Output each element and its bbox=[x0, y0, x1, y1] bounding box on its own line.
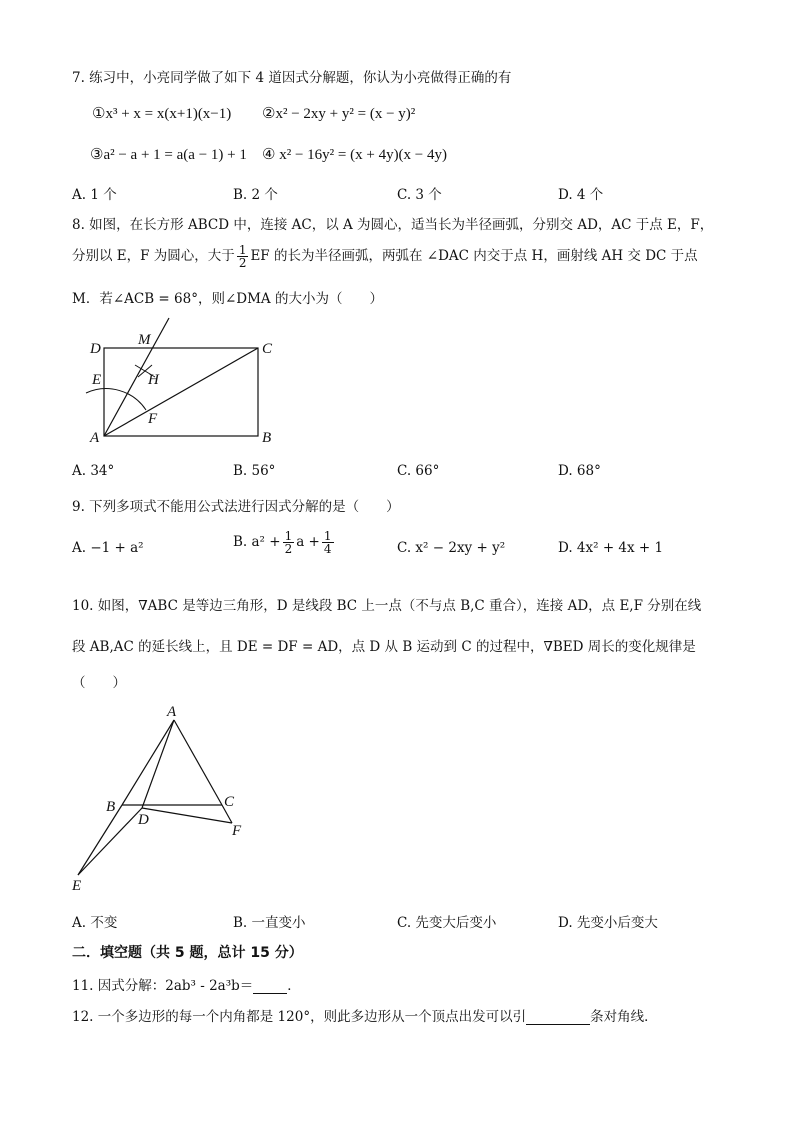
q12-answer-blank[interactable] bbox=[526, 1010, 590, 1025]
label-h: H bbox=[148, 372, 159, 388]
q9-choice-b-mid: a + bbox=[296, 534, 320, 550]
q10-line-2: 段 AB,AC 的延长线上，且 DE = DF = AD，点 D 从 B 运动到 C 的过程中，∇BED 周长的变化规律是 bbox=[72, 639, 696, 655]
q9-choice-c: C. x² − 2xy + y² bbox=[397, 540, 506, 556]
q10-choice-d: D. 先变小后变大 bbox=[558, 915, 658, 931]
label-b: B bbox=[262, 430, 272, 446]
q10-choice-a: A. 不变 bbox=[72, 915, 118, 931]
extension-be bbox=[78, 805, 122, 875]
label-a: A bbox=[90, 430, 100, 446]
q9-choice-d: D. 4x² + 4x + 1 bbox=[558, 540, 664, 556]
label-e: E bbox=[92, 372, 102, 388]
q12-end: 条对角线． bbox=[590, 1009, 658, 1025]
q11-answer-blank[interactable] bbox=[253, 979, 287, 994]
segment-de bbox=[78, 808, 142, 875]
q7-item-1: ①x³ + x = x(x+1)(x−1) bbox=[92, 106, 232, 122]
q8-choice-b: B. 56° bbox=[233, 463, 276, 479]
q7-item-2: ②x² − 2xy + y² = (x − y)² bbox=[262, 106, 416, 122]
q9-fraction-quarter bbox=[322, 530, 334, 555]
label-b: B bbox=[106, 799, 116, 815]
q8-line-1: 8. 如图，在长方形 ABCD 中，连接 AC，以 A 为圆心，适当长为半径画弧，分别交 AD，AC 于点 E，F， bbox=[72, 217, 714, 233]
q7-choice-b: B. 2 个 bbox=[233, 187, 278, 203]
q9-fraction-quarter-den: 4 bbox=[323, 542, 332, 556]
q9-fraction-half-num: 1 bbox=[284, 529, 293, 543]
segment-df bbox=[142, 808, 232, 823]
q10-choice-b: B. 一直变小 bbox=[233, 915, 306, 931]
q8-fraction bbox=[237, 244, 249, 269]
label-m: M bbox=[138, 332, 151, 348]
q8-choice-d: D. 68° bbox=[558, 463, 601, 479]
q8-line-2-pre: 分别以 E，F 为圆心，大于 bbox=[72, 248, 235, 264]
q8-rectangle-figure bbox=[80, 313, 290, 453]
label-c: C bbox=[262, 341, 273, 357]
diagonal-ac bbox=[104, 348, 258, 436]
q7-item-4: ④ x² − 16y² = (x + 4y)(x − 4y) bbox=[262, 147, 448, 163]
q10-line-3: （ ） bbox=[72, 675, 126, 691]
q9-choice-b bbox=[233, 530, 336, 555]
side-ac bbox=[174, 720, 222, 805]
q9-stem: 9. 下列多项式不能用公式法进行因式分解的是（ ） bbox=[72, 499, 400, 515]
label-d: D bbox=[138, 812, 149, 828]
label-d: D bbox=[90, 341, 101, 357]
q10-choice-c: C. 先变大后变小 bbox=[397, 915, 497, 931]
q10-line-1: 10. 如图，∇ABC 是等边三角形，D 是线段 BC 上一点（不与点 B,C 重合），连接 AD，点 E,F 分别在线 bbox=[72, 598, 702, 614]
q11 bbox=[72, 974, 301, 994]
q12 bbox=[72, 1005, 658, 1025]
ray-ah bbox=[104, 318, 169, 436]
label-f: F bbox=[148, 411, 158, 427]
q9-fraction-quarter-num: 1 bbox=[323, 529, 332, 543]
q8-fraction-num: 1 bbox=[238, 243, 247, 257]
q12-text: 12. 一个多边形的每一个内角都是 120°，则此多边形从一个顶点出发可以引 bbox=[72, 1009, 527, 1025]
label-c: C bbox=[224, 794, 235, 810]
q7-choice-a: A. 1 个 bbox=[72, 187, 117, 203]
label-f: F bbox=[232, 823, 242, 839]
q8-fraction-den: 2 bbox=[238, 256, 247, 270]
arc-ef bbox=[86, 389, 146, 410]
q8-line-3: M．若∠ACB = 68°，则∠DMA 的大小为（ ） bbox=[72, 291, 383, 307]
q9-fraction-half bbox=[283, 530, 295, 555]
q8-choice-c: C. 66° bbox=[397, 463, 440, 479]
q7-choice-c: C. 3 个 bbox=[397, 187, 442, 203]
q7-stem: 7. 练习中，小亮同学做了如下 4 道因式分解题，你认为小亮做得正确的有 bbox=[72, 70, 512, 86]
label-e: E bbox=[72, 878, 82, 894]
label-a: A bbox=[167, 704, 177, 720]
q9-fraction-half-den: 2 bbox=[284, 542, 293, 556]
q9-choice-a: A. −1 + a² bbox=[72, 540, 144, 556]
q8-line-2-post: EF 的长为半径画弧，两弧在 ∠DAC 内交于点 H，画射线 AH 交 DC 于点 bbox=[250, 248, 698, 264]
section-title: 二．填空题（共 5 题，总计 15 分） bbox=[72, 945, 303, 961]
q7-item-3: ③a² − a + 1 = a(a − 1) + 1 bbox=[90, 147, 247, 163]
q11-end: ． bbox=[287, 978, 301, 994]
q11-text: 11. 因式分解：2ab³ - 2a³b＝ bbox=[72, 978, 254, 994]
q7-choice-d: D. 4 个 bbox=[558, 187, 604, 203]
q10-triangle-figure bbox=[62, 698, 262, 894]
q9-choice-b-pre: B. a² + bbox=[233, 534, 281, 550]
q8-line-2 bbox=[72, 244, 698, 269]
q8-choice-a: A. 34° bbox=[72, 463, 115, 479]
